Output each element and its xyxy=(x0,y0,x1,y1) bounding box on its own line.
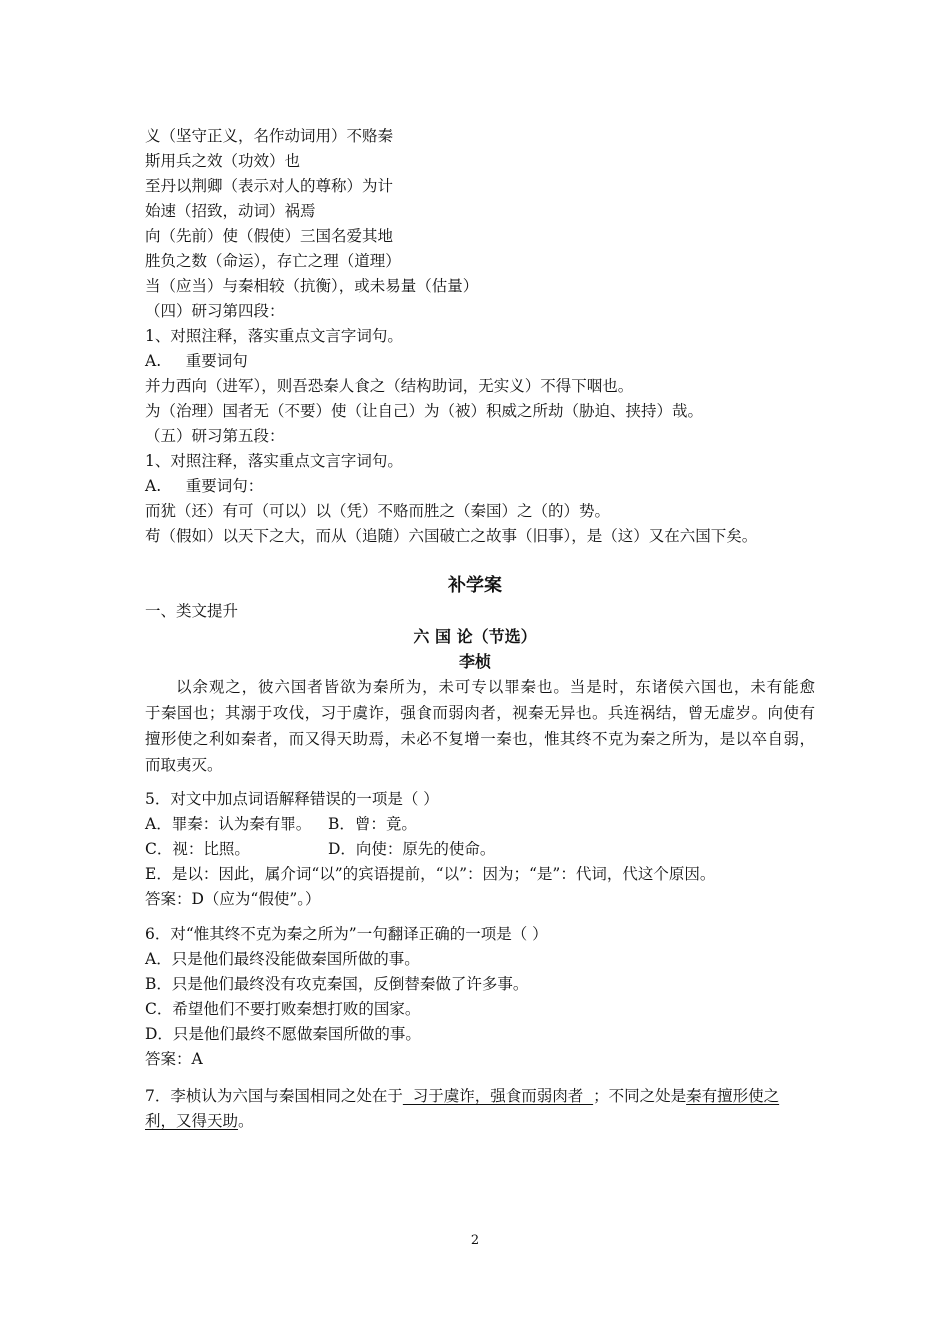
question-7-middle: ；不同之处是 xyxy=(593,1087,687,1105)
note-subheading: A. 重要词句： xyxy=(145,477,264,495)
note-line: 当（应当）与秦相较（抗衡），或未易量（估量） xyxy=(145,277,479,295)
note-line: 为（治理）国者无（不要）使（让自己）为（被）积威之所劫（胁迫、挟持）哉。 xyxy=(145,402,704,420)
question-7-answer-diff-cont: 利，又得天助 xyxy=(145,1112,239,1130)
note-subheading: A. 重要词句 xyxy=(145,352,248,370)
question-7-answer-diff: 秦有擅形使之 xyxy=(686,1087,780,1105)
question-7-prefix: 7．李桢认为六国与秦国相同之处在于 xyxy=(145,1087,403,1105)
passage-line: 于秦国也；其溺于攻伐，习于虞诈，强食而弱肉者，视秦无异也。兵连祸结，曾无虚岁。向使有 xyxy=(145,704,815,722)
question-5-option-b: B．曾：竟。 xyxy=(328,815,417,833)
note-line: 苟（假如）以天下之大，而从（追随）六国破亡之故事（旧事），是（这）又在六国下矣。 xyxy=(145,527,758,545)
note-line: 向（先前）使（假使）三国名爱其地 xyxy=(145,227,394,245)
note-line: 始速（招致，动词）祸焉 xyxy=(145,202,316,220)
question-5-option-a: A．罪秦：认为秦有罪。 xyxy=(145,815,312,833)
question-6-option-a: A．只是他们最终没能做秦国所做的事。 xyxy=(145,950,420,968)
question-7-answer-same: 习于虞诈，强食而弱肉者 xyxy=(402,1087,594,1105)
note-line: 胜负之数（命运），存亡之理（道理） xyxy=(145,252,401,270)
question-6-answer: 答案：A xyxy=(145,1050,203,1068)
section-heading-4: （四）研习第四段： xyxy=(145,302,285,320)
note-line: 而犹（还）有可（可以）以（凭）不赂而胜之（秦国）之（的）势。 xyxy=(145,502,611,520)
question-5-answer: 答案：D（应为“假使”。） xyxy=(145,890,321,908)
passage-title: 六 国 论（节选） xyxy=(413,627,537,646)
question-7-end: 。 xyxy=(238,1112,254,1130)
note-line: 并力西向（进军），则吾恐秦人食之（结构助词，无实义）不得下咽也。 xyxy=(145,377,634,395)
question-7-line-2 xyxy=(145,1111,254,1131)
question-5-option-d: D．向使：原先的使命。 xyxy=(328,840,496,858)
question-6-stem: 6．对“惟其终不克为秦之所为”一句翻译正确的一项是（ ） xyxy=(145,925,548,943)
note-line: 斯用兵之效（功效）也 xyxy=(145,152,301,170)
question-5-option-e: E．是以：因此，属介词“以”的宾语提前，“以”：因为；“是”：代词，代这个原因。 xyxy=(145,865,716,883)
note-line: 义（坚守正义，名作动词用）不赂秦 xyxy=(145,127,394,145)
question-6-option-d: D．只是他们最终不愿做秦国所做的事。 xyxy=(145,1025,421,1043)
note-line: 至丹以荆卿（表示对人的尊称）为计 xyxy=(145,177,394,195)
section-label: 一、类文提升 xyxy=(145,602,239,620)
question-6-option-b: B．只是他们最终没有攻克秦国，反倒替秦做了许多事。 xyxy=(145,975,529,993)
question-7-line-1 xyxy=(145,1086,779,1106)
note-line: 1、对照注释，落实重点文言字词句。 xyxy=(145,327,403,345)
passage-line: 擅形使之利如秦者，而又得天助焉，未必不复增一秦也，惟其终不克为秦之所为，是以卒自弱， xyxy=(145,730,815,748)
section-heading-5: （五）研习第五段： xyxy=(145,427,285,445)
question-6-option-c: C．希望他们不要打败秦想打败的国家。 xyxy=(145,1000,421,1018)
passage-author: 李桢 xyxy=(458,652,491,671)
question-5-stem: 5．对文中加点词语解释错误的一项是（ ） xyxy=(145,790,439,808)
note-line: 1、对照注释，落实重点文言字词句。 xyxy=(145,452,403,470)
supplement-heading: 补学案 xyxy=(448,575,502,596)
passage-line: 而取夷灭。 xyxy=(145,756,223,774)
passage-line: 以余观之，彼六国者皆欲为秦所为，未可专以罪秦也。当是时，东诸侯六国也，未有能愈 xyxy=(176,678,815,696)
question-5-option-c: C．视：比照。 xyxy=(145,840,250,858)
page-number: 2 xyxy=(470,1233,480,1248)
